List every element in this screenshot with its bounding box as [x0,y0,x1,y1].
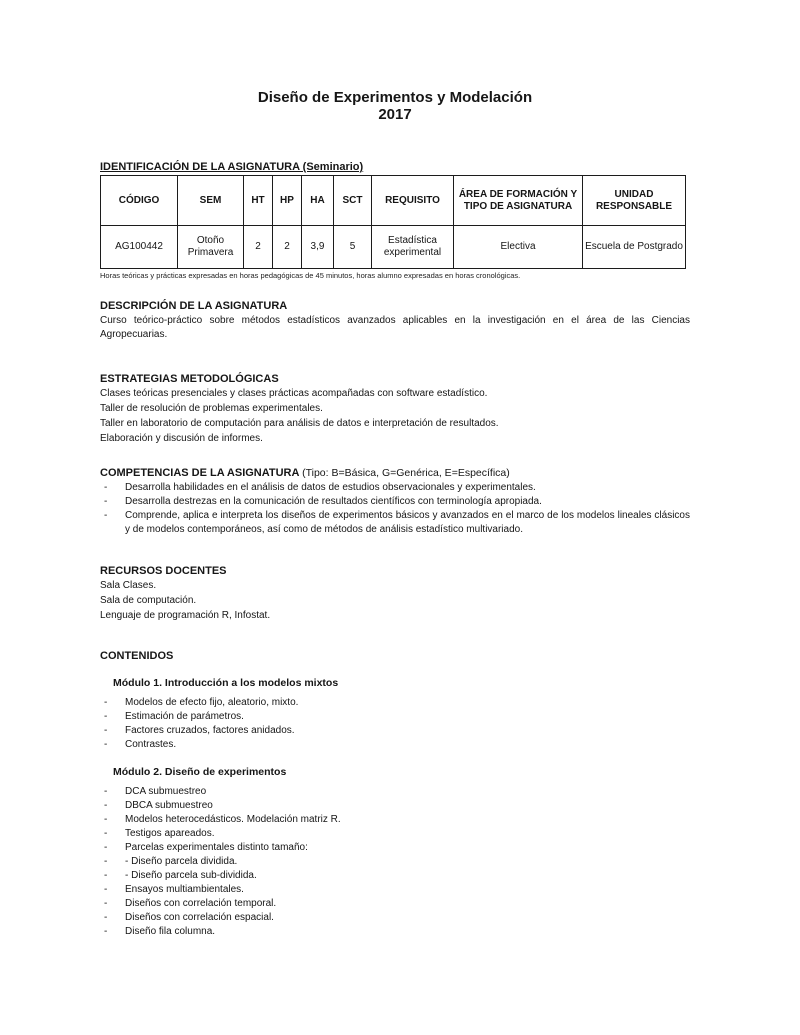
bullet-marker: - [104,739,108,750]
bullet-marker: - [104,828,108,839]
col-header-unidad-responsable: UNIDAD RESPONSABLE [583,176,686,226]
cell-ht: 2 [244,226,273,269]
cell-ha: 3,9 [302,226,334,269]
competencias-heading [100,467,690,480]
list-item [100,785,690,799]
col-header-ha: HA [302,176,334,226]
list-item [100,696,690,710]
col-header-ht: HT [244,176,273,226]
col-header-sem: SEM [178,176,244,226]
estrategias-line: Clases teóricas presenciales y clases prácticas acompañadas con software estadístico. [100,388,488,399]
list-item-text: Diseños con correlación temporal. [125,898,277,909]
bullet-marker: - [104,697,108,708]
list-item [100,883,690,897]
estrategias-line: Elaboración y discusión de informes. [100,433,263,444]
list-item-text: Parcelas experimentales distinto tamaño: [125,842,308,853]
list-item-text: Estimación de parámetros. [125,711,244,722]
recursos-line: Lenguaje de programación R, Infostat. [100,610,271,621]
list-item [100,827,690,841]
bullet-marker: - [104,510,108,521]
bullet-marker: - [104,496,108,507]
list-item-text: Diseños con correlación espacial. [125,912,274,923]
descripcion-heading: DESCRIPCIÓN DE LA ASIGNATURA [100,300,288,312]
bullet-marker: - [104,842,108,853]
estrategias-line: Taller de resolución de problemas experimentales. [100,403,323,414]
table-footnote: Horas teóricas y prácticas expresadas en horas pedagógicas de 45 minutos, horas alumno expresadas en horas cronológicas. [100,271,521,280]
list-item-text: DCA submuestreo [125,786,207,797]
bullet-marker: - [104,898,108,909]
cell-codigo: AG100442 [101,226,178,269]
modulo-1-title: Módulo 1. Introducción a los modelos mixtos [113,677,339,689]
modulo-2-title: Módulo 2. Diseño de experimentos [113,766,287,778]
list-item-text: Desarrolla habilidades en el análisis de datos de estudios observacionales y experimentales. [125,482,536,493]
list-item [100,869,690,883]
list-item-text: - Diseño parcela dividida. [125,856,238,867]
list-item [100,855,690,869]
list-item [100,724,690,738]
list-item [100,738,690,752]
bullet-marker: - [104,870,108,881]
bullet-marker: - [104,814,108,825]
descripcion-text: Curso teórico-práctico sobre métodos estadísticos avanzados aplicables en la investigación en el área de las Ciencias Agropecuarias. [100,315,690,340]
list-item-text: Factores cruzados, factores anidados. [125,725,295,736]
col-header-hp: HP [273,176,302,226]
list-item-text: Desarrolla destrezas en la comunicación de resultados científicos con terminología apropiada. [125,496,542,507]
col-header-codigo: CÓDIGO [101,176,178,226]
identificacion-heading [100,161,690,174]
bullet-marker: - [104,884,108,895]
bullet-marker: - [104,926,108,937]
estrategias-line: Taller en laboratorio de computación para análisis de datos e interpretación de resultados. [100,418,499,429]
bullet-marker: - [104,711,108,722]
bullet-marker: - [104,912,108,923]
section-descripcion [100,300,690,342]
list-item-text: Ensayos multiambientales. [125,884,244,895]
bullet-marker: - [104,800,108,811]
list-item-text: Modelos de efecto fijo, aleatorio, mixto. [125,697,299,708]
document-title-year: 2017 [378,106,412,123]
table-data-row [101,226,686,269]
cell-requisito: Estadística experimental [372,226,454,269]
list-item [100,925,690,939]
competencias-heading-note: (Tipo: B=Básica, G=Genérica, E=Específica) [302,467,510,479]
list-item [100,495,690,509]
list-item-text: Contrastes. [125,739,177,750]
bullet-marker: - [104,856,108,867]
section-estrategias [100,373,690,446]
list-item [100,481,690,495]
cell-hp: 2 [273,226,302,269]
estrategias-heading: ESTRATEGIAS METODOLÓGICAS [100,373,279,385]
recursos-heading: RECURSOS DOCENTES [100,565,227,577]
contenidos-heading: CONTENIDOS [100,650,174,662]
list-item [100,911,690,925]
list-item [100,710,690,724]
cell-area-formacion: Electiva [454,226,583,269]
modulo-1-list [100,696,690,752]
recursos-line: Sala Clases. [100,580,157,591]
section-contenidos [100,650,690,939]
list-item [100,509,690,537]
cell-sem: Otoño Primavera [178,226,244,269]
competencias-list [100,481,690,537]
document-title [100,89,690,123]
list-item-text: - Diseño parcela sub-dividida. [125,870,257,881]
cell-sct: 5 [334,226,372,269]
identificacion-table [100,175,686,269]
cell-unidad-responsable: Escuela de Postgrado [583,226,686,269]
document-title-line1: Diseño de Experimentos y Modelación [257,89,533,106]
recursos-line: Sala de computación. [100,595,197,606]
identificacion-heading-text: IDENTIFICACIÓN DE LA ASIGNATURA (Seminario) [100,161,364,173]
bullet-marker: - [104,482,108,493]
list-item [100,841,690,855]
list-item-text: Testigos apareados. [125,828,215,839]
col-header-sct: SCT [334,176,372,226]
col-header-area-formacion: ÁREA DE FORMACIÓN Y TIPO DE ASIGNATURA [454,176,583,226]
modulo-1 [100,677,690,752]
competencias-heading-text: COMPETENCIAS DE LA ASIGNATURA [100,467,300,479]
section-identificacion [100,161,690,280]
modulo-2-list [100,785,690,939]
modulo-2 [100,766,690,939]
list-item [100,799,690,813]
list-item-text: Comprende, aplica e interpreta los diseños de experimentos básicos y avanzados en el marco de los modelos lineales clásicos y de modelos contemporáneos, así como de métodos de análisis estadístico multivariado. [125,510,690,535]
list-item-text: DBCA submuestreo [125,800,213,811]
col-header-requisito: REQUISITO [372,176,454,226]
list-item [100,813,690,827]
bullet-marker: - [104,725,108,736]
table-header-row [101,176,686,226]
bullet-marker: - [104,786,108,797]
section-competencias [100,467,690,537]
list-item-text: Diseño fila columna. [125,926,216,937]
list-item-text: Modelos heterocedásticos. Modelación matriz R. [125,814,341,825]
section-recursos [100,565,690,623]
list-item [100,897,690,911]
